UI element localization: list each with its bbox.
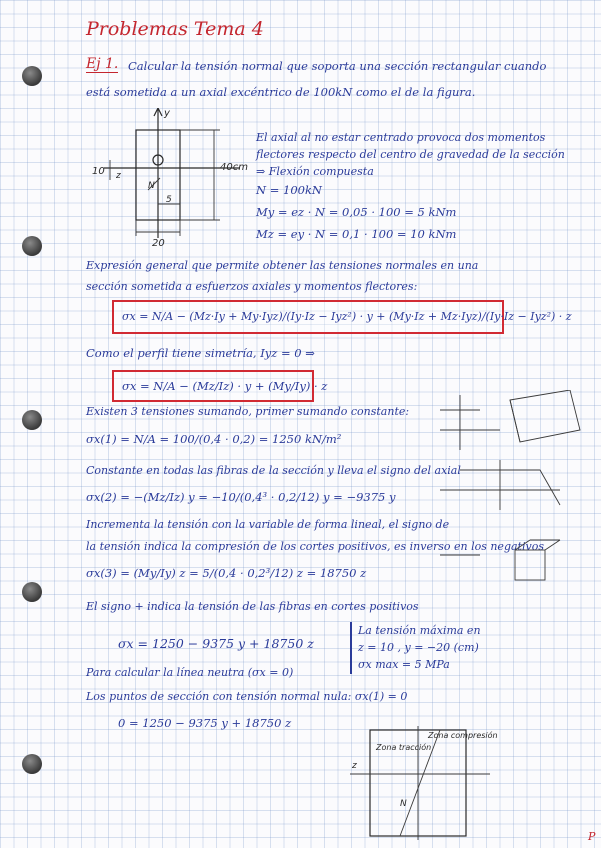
terms-intro: Existen 3 tensiones sumando, primer sumando constante: — [86, 405, 410, 418]
general-formula-box — [112, 300, 572, 334]
axis-z-label: z — [116, 171, 121, 181]
term-2-equation: σx(2) = −(Mz/Iz) y = −10/(0,4³ · 0,2/12) y = −9375 y — [86, 490, 396, 504]
exercise-statement-line-1: Calcular la tensión normal que soporta una sección rectangular cuando — [128, 59, 547, 73]
max-stress-note-2: z = 10 , y = −20 (cm) — [358, 641, 479, 654]
neutral-axis-figure — [340, 724, 510, 842]
dimension-five: 5 — [166, 195, 172, 205]
figure-2-n-label: N — [400, 799, 407, 809]
binder-hole — [22, 410, 42, 430]
neutral-line-intro: Para calcular la línea neutra (σx = 0) — [86, 666, 294, 679]
axial-load-label: N — [148, 181, 155, 191]
equation-mz: Mz = ey · N = 0,1 · 100 = 10 kNm — [256, 227, 457, 241]
term-3-description-2: la tensión indica la compresión de los cortes positivos, es inverso en los negativos — [86, 540, 544, 553]
dimension-height: 40cm — [220, 162, 248, 173]
exercise-label: Ej 1. — [86, 56, 119, 72]
binder-hole — [22, 754, 42, 774]
dimension-width: 20 — [152, 238, 165, 249]
figure-2-z-label: z — [352, 761, 357, 771]
term-sign-note: El signo + indica la tensión de las fibras en cortes positivos — [86, 600, 419, 613]
exercise-statement-line-2: está sometida a un axial excéntrico de 100kN como el de la figura. — [86, 85, 476, 99]
binder-hole — [22, 582, 42, 602]
max-stress-value: σx max = 5 MPa — [358, 658, 450, 671]
note-line-3: ⇒ Flexión compuesta — [256, 165, 374, 178]
term-3-description-1: Incrementa la tensión con la variable de forma lineal, el signo de — [86, 518, 450, 531]
compression-zone-label: Zona compresión — [428, 731, 498, 740]
page-title: Problemas Tema 4 — [86, 18, 264, 40]
axis-y-label: y — [164, 108, 170, 119]
binder-hole — [22, 236, 42, 256]
term-2-description: Constante en todas las fibras de la sección y lleva el signo del axial — [86, 464, 461, 477]
term-3-equation: σx(3) = (My/Iy) z = 5/(0,4 · 0,2³/12) z = 18750 z — [86, 566, 367, 580]
note-line-2: flectores respecto del centro de gravedad de la sección — [256, 148, 565, 161]
result-equation: σx = 1250 − 9375 y + 18750 z — [118, 636, 314, 651]
stress-distribution-sketches — [420, 390, 590, 610]
general-formula: σx = N/A − (Mz·Iy + My·Iyz)/(Iy·Iz − Iyz²) · y + (My·Iz + Mz·Iyz)/(Iy·Iz − Iyz²) · z — [122, 310, 572, 323]
equation-axial: N = 100kN — [256, 183, 322, 197]
equation-my: My = ez · N = 0,05 · 100 = 5 kNm — [256, 205, 457, 219]
dimension-left: 10 — [92, 166, 105, 177]
simplified-formula: σx = N/A − (Mz/Iz) · y + (My/Iy) · z — [122, 379, 328, 393]
traction-zone-label: Zona tracción — [376, 743, 432, 752]
term-1-equation: σx(1) = N/A = 100/(0,4 · 0,2) = 1250 kN/m² — [86, 432, 342, 446]
neutral-line-description: Los puntos de sección con tensión normal nula: σx(1) = 0 — [86, 690, 408, 703]
max-stress-note-1: La tensión máxima en — [358, 624, 481, 637]
neutral-line-equation: 0 = 1250 − 9375 y + 18750 z — [118, 716, 292, 730]
page-marker: P — [588, 830, 596, 843]
general-expression-line-2: sección sometida a esfuerzos axiales y momentos flectores: — [86, 280, 418, 293]
note-line-1: El axial al no estar centrado provoca dos momentos — [256, 131, 546, 144]
binder-hole — [22, 66, 42, 86]
simplified-formula-box — [112, 370, 328, 402]
symmetric-profile-note: Como el perfil tiene simetría, Iyz = 0 ⇒ — [86, 346, 315, 360]
result-divider — [350, 622, 352, 674]
general-expression-line-1: Expresión general que permite obtener las tensiones normales en una — [86, 259, 479, 272]
